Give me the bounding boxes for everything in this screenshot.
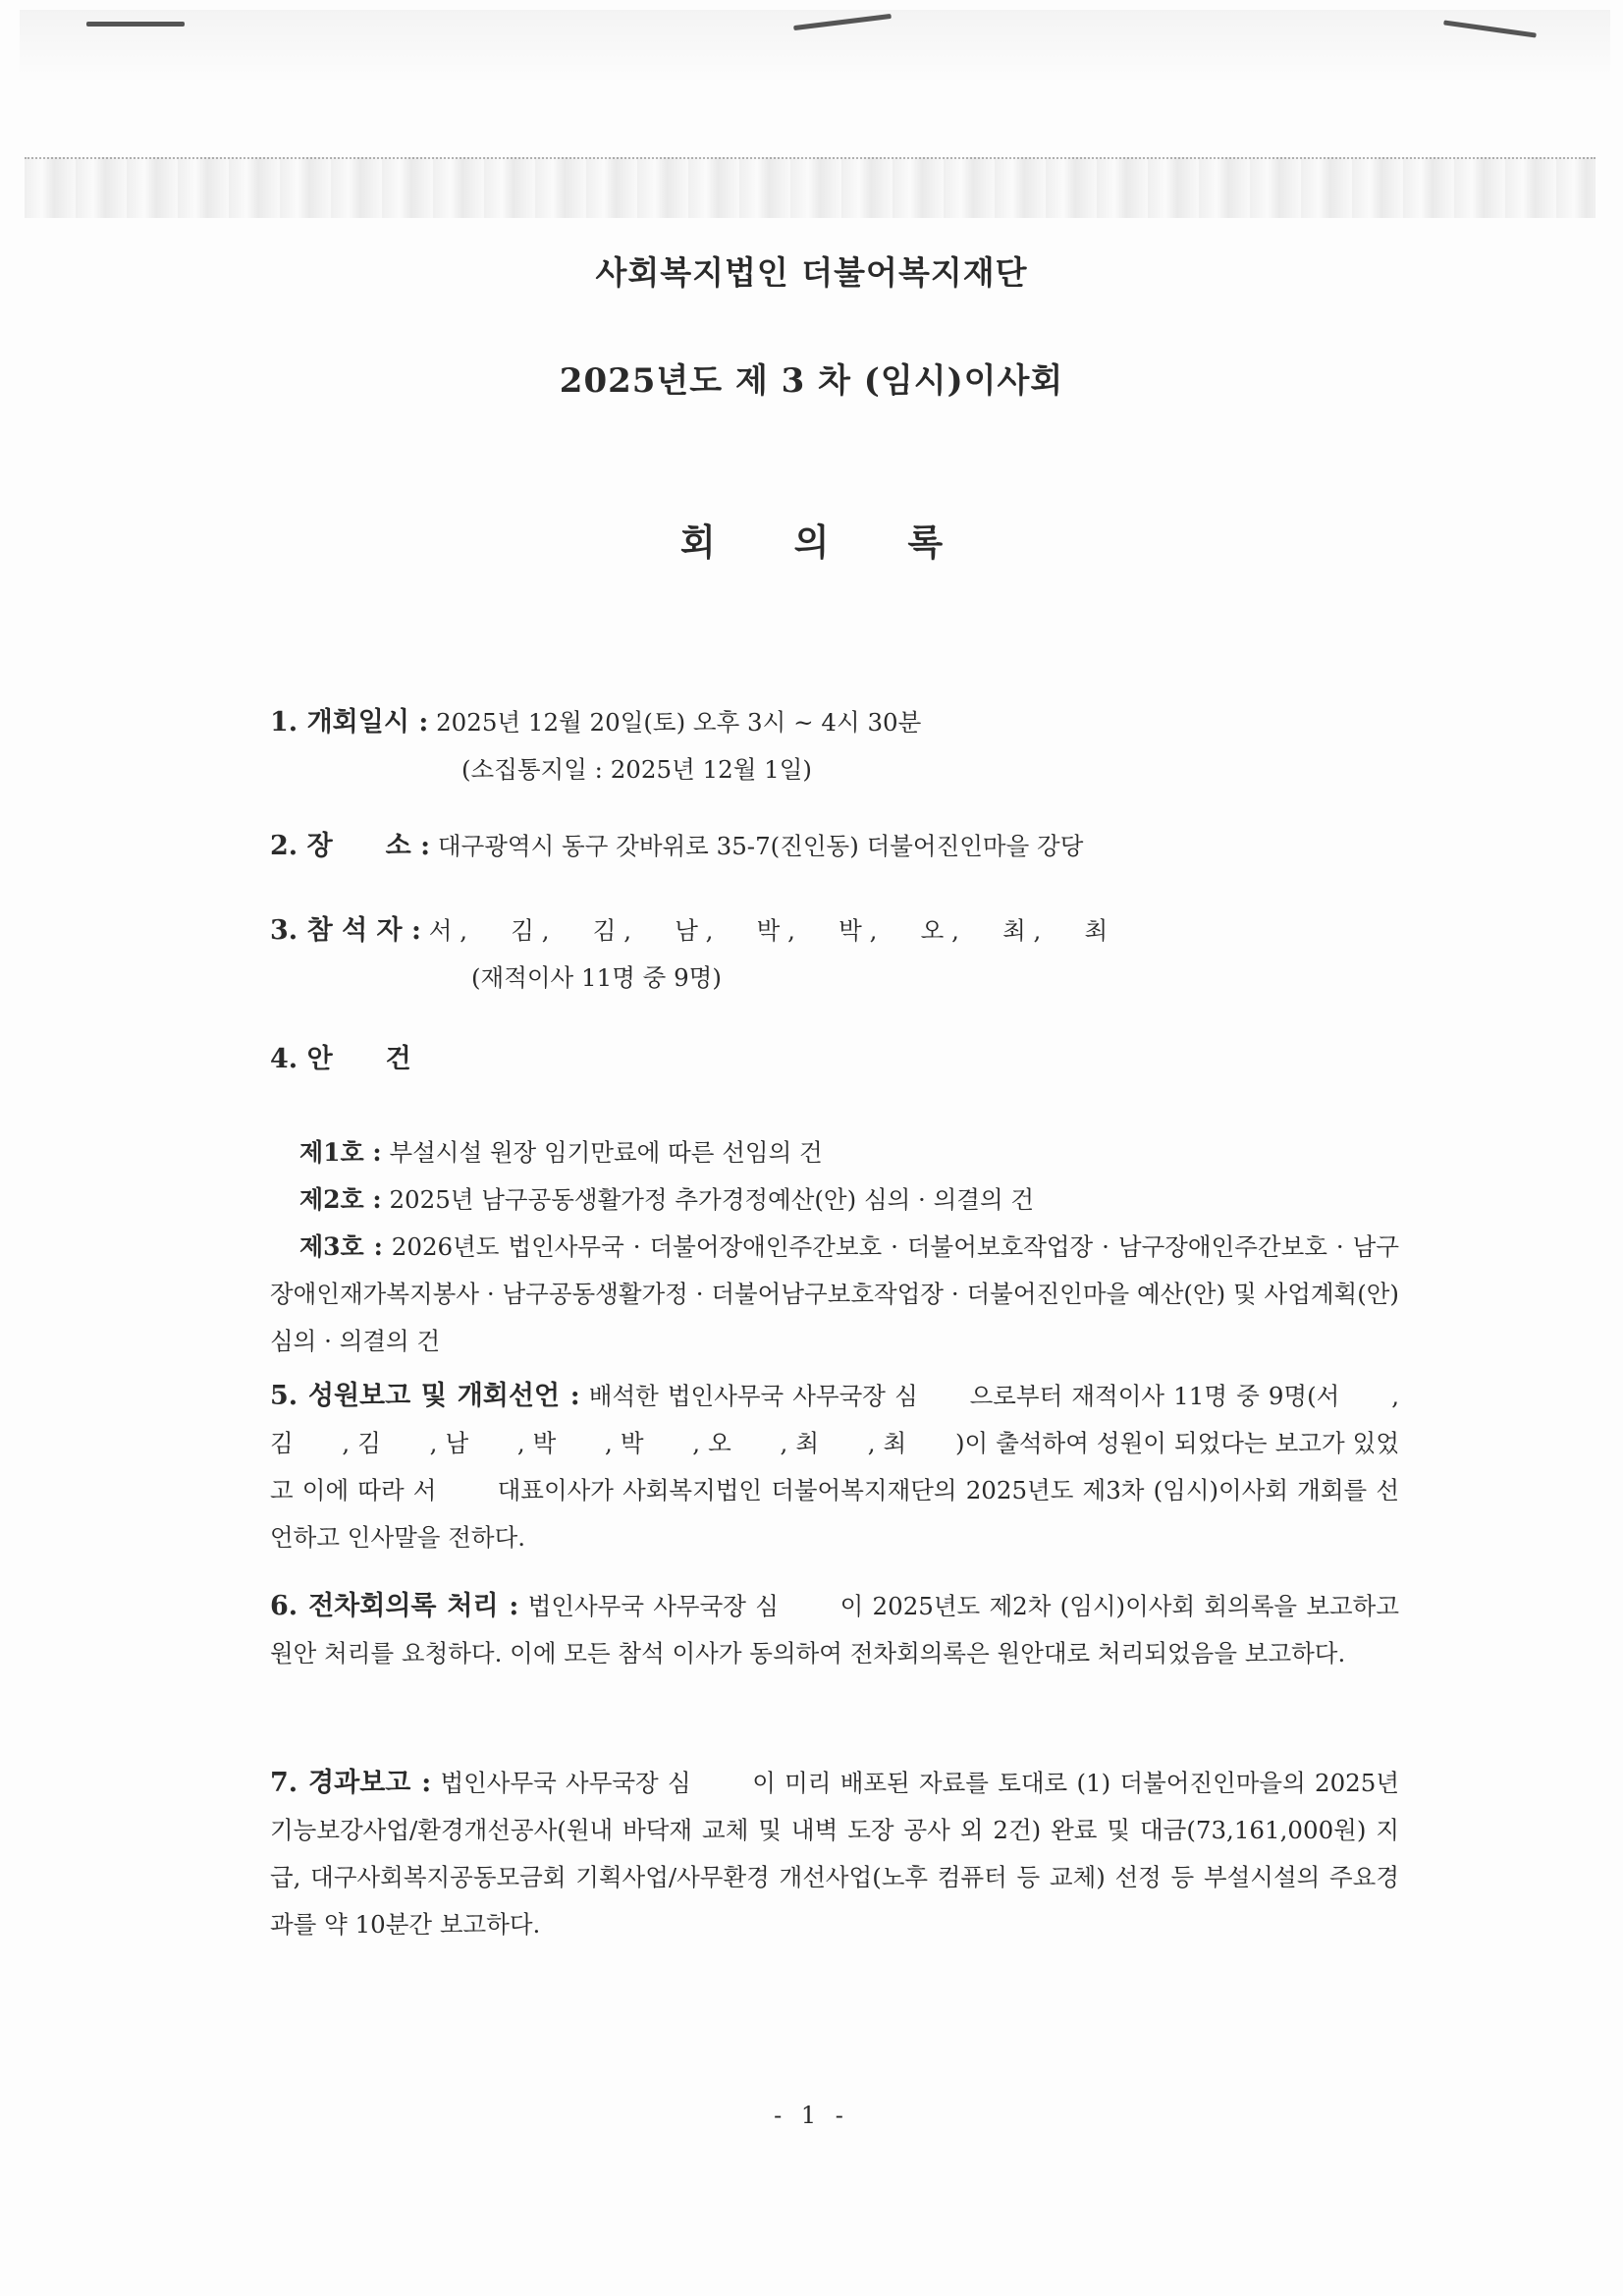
meeting-title: 2025년도 제 3 차 (임시)이사회 <box>559 361 1064 401</box>
section-text: 법인사무국 사무국장 심 이 미리 배포된 자료를 토대로 (1) 더불어진인마을의 2025년 기능보강사업/환경개선공사(원내 바닥재 교체 및 내벽 도장 공사 외 2건) 완료 및 대금(73,161,000원) 지급, 대구사회복지공동모금회 기획사업/사무환경 개선사업(노후 컴퓨터 등 교체) 선정 등 부설시설의 주요경과를 약 10분간 보고하다. <box>270 1769 1400 1939</box>
agenda-item-1 <box>270 1129 1399 1176</box>
agenda-text: 2026년도 법인사무국 · 더불어장애인주간보호 · 더불어보호작업장 · 남구장애인주간보호 · 남구장애인재가복지봉사 · 남구공동생활가정 · 더불어남구보호작업장 · 더불어진인마을 예산(안) 및 사업계획(안) 심의 · 의결의 건 <box>270 1232 1399 1355</box>
section-label: 2. 장 소 : <box>270 831 431 861</box>
agenda-item-3 <box>270 1224 1399 1365</box>
section-location <box>270 823 1399 870</box>
section-meeting-datetime <box>270 699 1399 793</box>
notice-date: (소집통지일 : 2025년 12월 1일) <box>461 755 812 784</box>
attendee: 박 <box>756 916 781 945</box>
document-title <box>0 513 1623 566</box>
section-label: 6. 전차회의록 처리 : <box>270 1591 519 1621</box>
organization-title: 사회복지법인 더불어복지재단 <box>595 253 1028 292</box>
section-agenda <box>270 1036 1399 1083</box>
attendee: 남 <box>675 916 698 945</box>
agenda-list <box>270 1129 1399 1365</box>
agenda-item-2 <box>270 1176 1399 1224</box>
doc-title-char: 회 <box>679 520 716 564</box>
attendee: 최 <box>1002 916 1026 945</box>
section-label: 4. 안 건 <box>270 1044 411 1074</box>
doc-title-char: 록 <box>907 520 944 564</box>
agenda-text: 2025년 남구공동생활가정 추가경정예산(안) 심의 · 의결의 건 <box>389 1185 1035 1214</box>
agenda-number: 제1호 : <box>299 1138 382 1167</box>
section-label: 3. 참 석 자 : <box>270 915 421 946</box>
staple-mark-left <box>86 22 185 27</box>
scan-shadow <box>20 10 1610 83</box>
attendee: 박 <box>839 916 862 945</box>
section-text: 배석한 법인사무국 사무국장 심 으로부터 재적이사 11명 중 9명(서 , 김 , 김 , 남 , 박 , 박 , 오 , 최 , 최 )이 출석하여 성원이 되었다는 보고가 있었고 이에 따라 서 대표이사가 사회복지법인 더불어복지재단의 2025년도 제3차 (임시)이사회 개회를 선언하고 인사말을 전하다. <box>270 1382 1399 1552</box>
attendee: 서 <box>428 916 453 945</box>
section-progress-report <box>270 1760 1399 1948</box>
section-attendees: 3. 참 석 자 : 서 , 김 , 김 , 남 , 박 , 박 , 오 , 최 , 최 (재적이사 11명 중 9명) <box>270 907 1399 1002</box>
section-text: 법인사무국 사무국장 심 이 2025년도 제2차 (임시)이사회 회의록을 보고하고 원안 처리를 요청하다. 이에 모든 참석 이사가 동의하여 전차회의록은 원안대로 처리되었음을 보고하다. <box>270 1592 1399 1667</box>
meeting-datetime: 2025년 12월 20일(토) 오후 3시 ~ 4시 30분 <box>436 708 922 737</box>
agenda-text: 부설시설 원장 임기만료에 따른 선임의 건 <box>389 1138 823 1167</box>
agenda-number: 제2호 : <box>299 1185 382 1214</box>
section-previous-minutes <box>270 1583 1399 1677</box>
attendee: 김 <box>511 916 534 945</box>
page-number: - 1 - <box>774 2102 849 2129</box>
section-label: 5. 성원보고 및 개회선언 : <box>270 1381 580 1411</box>
attendance-count: (재적이사 11명 중 9명) <box>471 963 722 992</box>
attendee: 김 <box>592 916 617 945</box>
attendee: 최 <box>1084 916 1109 945</box>
scan-artifact-band <box>25 157 1596 218</box>
agenda-number: 제3호 : <box>299 1232 383 1261</box>
meeting-location: 대구광역시 동구 갓바위로 35-7(진인동) 더불어진인마을 강당 <box>437 832 1084 860</box>
section-label: 1. 개회일시 : <box>270 707 429 738</box>
doc-title-char: 의 <box>793 520 830 564</box>
section-label: 7. 경과보고 : <box>270 1768 432 1798</box>
section-quorum-opening <box>270 1373 1399 1561</box>
attendee: 오 <box>920 916 945 945</box>
